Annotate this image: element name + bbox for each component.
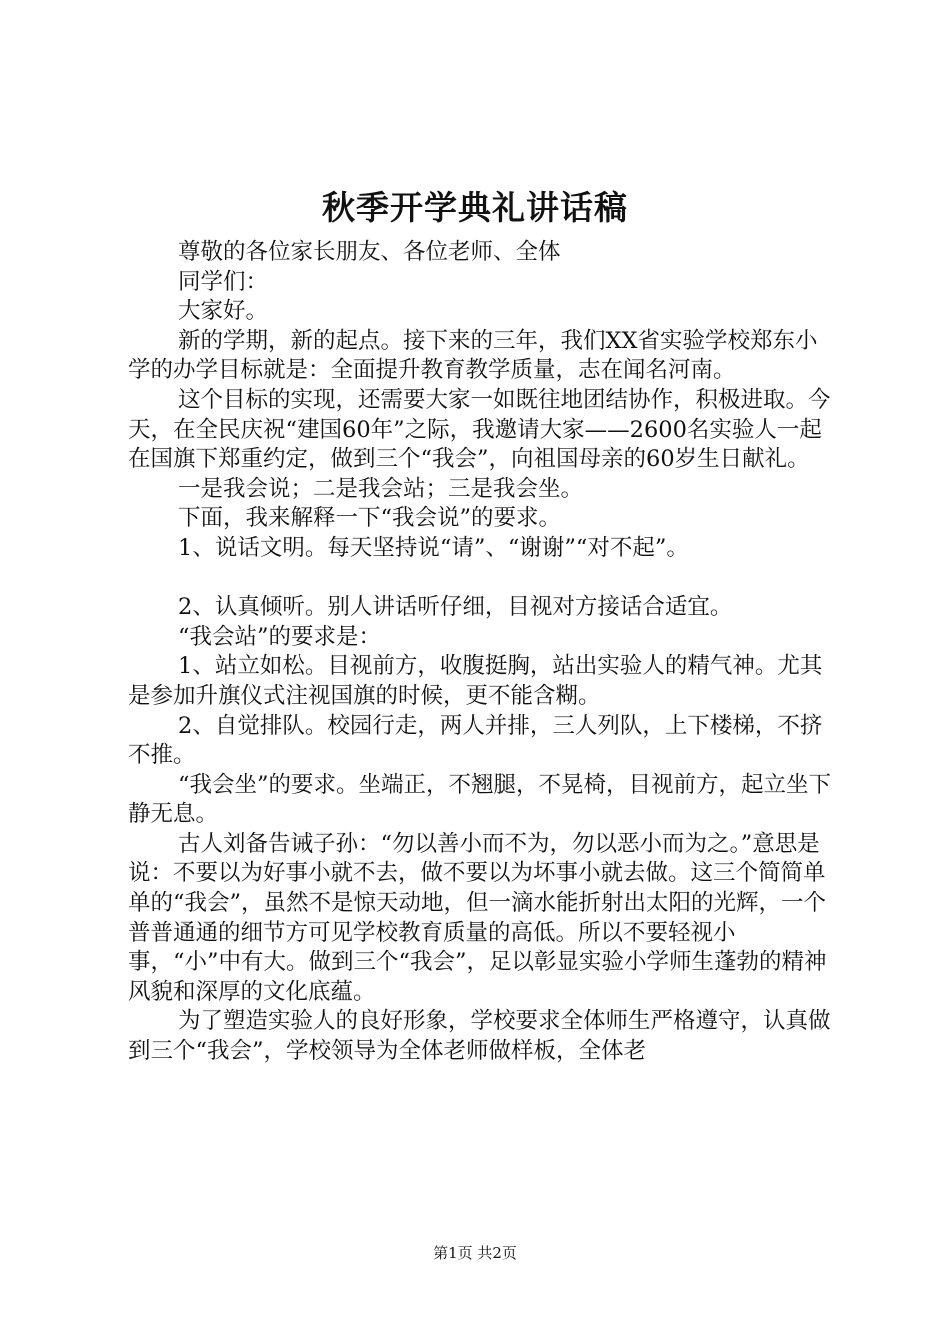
- page-footer: 第1页 共2页: [433, 1244, 517, 1262]
- paragraph: 这个目标的实现，还需要大家一如既往地团结协作，积极进取。今天，在全民庆祝“建国60年”之际，我邀请大家——2600名实验人一起在国旗下郑重约定，做到三个“我会”，向祖国母亲的60岁生日献礼。: [128, 386, 831, 473]
- paragraph: 2、自觉排队。校园行走，两人并排，三人列队，上下楼梯，不挤不推。: [128, 712, 823, 769]
- paragraph: “我会坐”的要求。坐端正，不翘腿，不晃椅，目视前方，起立坐下静无息。: [128, 771, 832, 828]
- document-body: [128, 238, 838, 1067]
- paragraph: 为了塑造实验人的良好形象，学校要求全体师生严格遵守，认真做到三个“我会”，学校领导为全体老师做样板，全体老: [128, 1008, 831, 1065]
- blank-line: [128, 564, 838, 594]
- paragraph: 尊敬的各位家长朋友、各位老师、全体: [178, 239, 561, 265]
- paragraph: 一是我会说；二是我会站；三是我会坐。: [178, 475, 584, 502]
- page-title: 秋季开学典礼讲话稿: [322, 188, 628, 227]
- paragraph: “我会站”的要求是：: [178, 623, 382, 650]
- paragraph: 古人刘备告诫子孙：“勿以善小而不为，勿以恶小而为之。”意思是说：不要以为好事小就不去，做不要以为坏事小就去做。这三个简简单单的“我会”，虽然不是惊天动地，但一滴水能折射出太阳的光辉，一个普普通通的细节方可见学校教育质量的高低。所以不要轻视小事，“小”中有大。做到三个“我会”，足以彰显实验小学师生蓬勃的精神风貌和深厚的文化底蕴。: [128, 830, 827, 1005]
- paragraph: 新的学期，新的起点。接下来的三年，我们XX省实验学校郑东小学的办学目标就是：全面提升教育教学质量，志在闻名河南。: [128, 327, 818, 384]
- paragraph: 同学们：: [178, 268, 269, 295]
- paragraph: 大家好。: [178, 298, 269, 325]
- paragraph: 下面，我来解释一下“我会说”的要求。: [178, 505, 562, 532]
- paragraph: 1、站立如松。目视前方，收腹挺胸，站出实验人的精气神。尤其是参加升旗仪式注视国旗的时候，更不能含糊。: [128, 653, 823, 709]
- paragraph: 1、说话文明。每天坚持说“请”、“谢谢”“对不起”。: [178, 534, 689, 561]
- paragraph: 2、认真倾听。别人讲话听仔细，目视对方接话合适宜。: [178, 594, 733, 621]
